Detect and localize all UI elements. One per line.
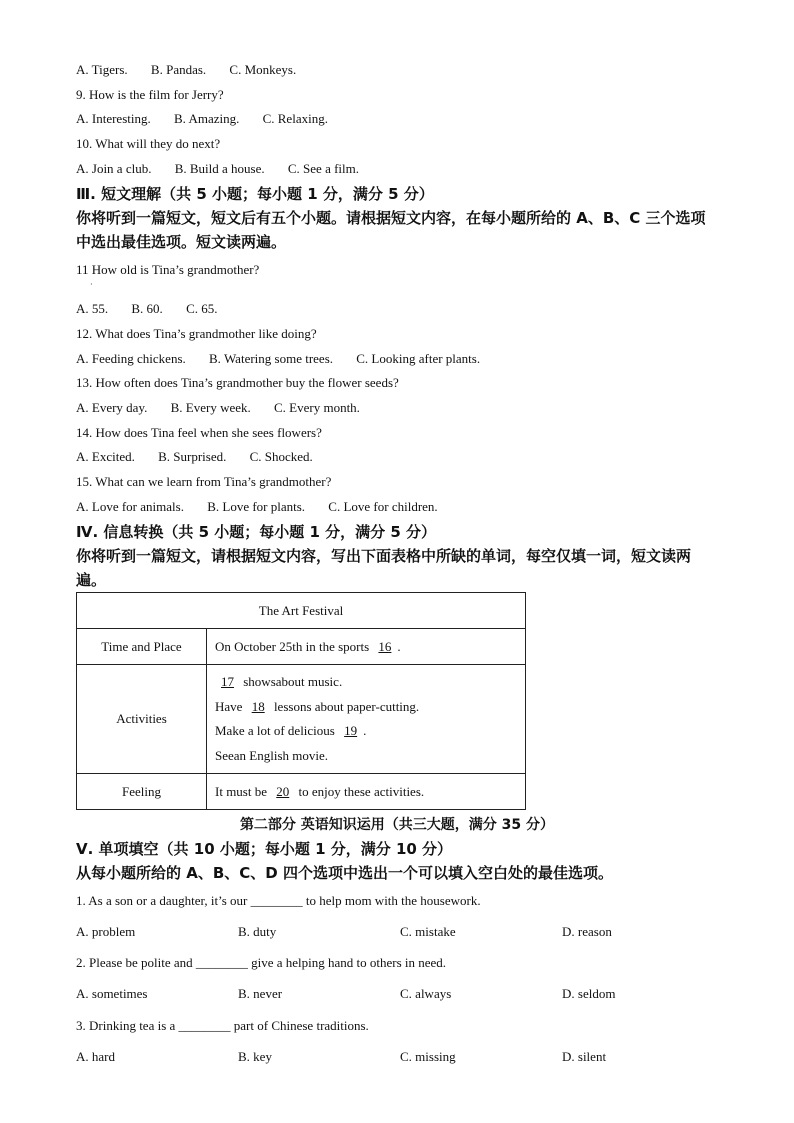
option: B. never: [238, 986, 283, 1001]
section-3-instruction: 你将听到一篇短文，短文后有五个小题。请根据短文内容，在每小题所给的 A、B、C 三个选项中选出最佳选项。短文读两遍。: [76, 209, 706, 251]
question-14: 14. How does Tina feel when she sees flowers?: [76, 425, 322, 440]
feeling-text: to enjoy these activities.: [298, 783, 425, 799]
option: A. Excited.: [76, 449, 135, 464]
q12-options: [76, 351, 500, 367]
q14-options: [76, 449, 333, 465]
blank-16: 16: [378, 638, 392, 654]
option: D. seldom: [562, 986, 616, 1001]
part-2-title: 第二部分 英语知识运用（共三大题，满分 35 分）: [239, 817, 555, 833]
option: A. 55.: [76, 301, 109, 316]
question-10: 10. What will they do next?: [76, 136, 221, 151]
question-12: 12. What does Tina’s grandmother like doing?: [76, 326, 317, 341]
activity-text: showsabout music.: [243, 674, 343, 689]
section-3-heading: Ⅲ. 短文理解（共 5 小题；每小题 1 分，满分 5 分）: [76, 185, 434, 203]
q11-options: [76, 301, 237, 317]
activities-cell: [207, 665, 526, 774]
option: B. Build a house.: [174, 161, 265, 176]
option: B. key: [238, 1049, 272, 1064]
option: A. Feeding chickens.: [76, 351, 186, 366]
question-11: 11 How old is Tina’s grandmother?: [76, 262, 260, 277]
activity-text: Have: [215, 698, 243, 714]
option: C. 65.: [186, 301, 218, 316]
section-4-heading: Ⅳ. 信息转换（共 5 小题；每小题 1 分，满分 5 分）: [76, 523, 437, 541]
option: C. Shocked.: [249, 449, 313, 464]
section-5-instruction: 从每小题所给的 A、B、C、D 四个选项中选出一个可以填入空白处的最佳选项。: [76, 864, 613, 882]
option: C. Every month.: [274, 400, 360, 415]
q8-options: [76, 62, 316, 78]
option: A. Join a club.: [76, 161, 152, 176]
activity-text: Make a lot of delicious: [215, 723, 335, 738]
question-9: 9. How is the film for Jerry?: [76, 87, 224, 102]
activity-text: lessons about paper-cutting.: [273, 698, 420, 714]
option: C. missing: [400, 1049, 456, 1064]
question-1: 1. As a son or a daughter, it’s our ________ to help mom with the housework.: [76, 893, 481, 908]
option: A. sometimes: [76, 986, 148, 1001]
option: C. Relaxing.: [262, 111, 328, 126]
option: A. Every day.: [76, 400, 148, 415]
row-label-feeling: Feeling: [77, 774, 207, 810]
activity-line-4: Seean English movie.: [215, 747, 329, 763]
option: C. Looking after plants.: [356, 351, 481, 366]
option: B. 60.: [131, 301, 163, 316]
section-5-heading: Ⅴ. 单项填空（共 10 小题；每小题 1 分，满分 10 分）: [76, 840, 453, 858]
option: B. Watering some trees.: [209, 351, 334, 366]
option: B. Pandas.: [150, 62, 207, 77]
question-3: 3. Drinking tea is a ________ part of Chinese traditions.: [76, 1018, 369, 1033]
row-label-activities: Activities: [77, 665, 207, 774]
feeling-cell: [207, 774, 526, 810]
activity-line-2: [215, 695, 517, 720]
activity-line-1: [215, 670, 517, 695]
option: A. Love for animals.: [76, 499, 184, 514]
option: A. Interesting.: [76, 111, 151, 126]
blank-17: 17: [221, 674, 234, 689]
option: C. Monkeys.: [229, 62, 297, 77]
time-place-text: On October 25th in the sports: [215, 638, 370, 654]
blank-20: 20: [276, 783, 290, 799]
question-2: 2. Please be polite and ________ give a helping hand to others in need.: [76, 955, 447, 970]
option: A. problem: [76, 924, 136, 939]
option: D. reason: [562, 924, 612, 939]
option: C. always: [400, 986, 452, 1001]
blank-19: 19: [344, 723, 358, 738]
option: C. See a film.: [287, 161, 360, 176]
blank-18: 18: [251, 698, 265, 714]
activity-line-3: Make a lot of delicious 19 .: [215, 723, 367, 738]
option: D. silent: [562, 1049, 607, 1064]
feeling-text: It must be: [215, 783, 267, 799]
option: B. Surprised.: [158, 449, 227, 464]
time-place-cell: On October 25th in the sports 16 .: [207, 629, 526, 665]
option: B. Every week.: [170, 400, 251, 415]
stray-mark: ·: [90, 280, 93, 289]
section-4-instruction: 你将听到一篇短文，请根据短文内容，写出下面表格中所缺的单词，每空仅填一词，短文读两遍。: [76, 547, 692, 589]
option: C. mistake: [400, 924, 456, 939]
art-festival-table: [76, 592, 526, 810]
option: B. Amazing.: [173, 111, 240, 126]
question-13: 13. How often does Tina’s grandmother buy the flower seeds?: [76, 375, 399, 390]
option: B. duty: [238, 924, 277, 939]
table-title: The Art Festival: [77, 593, 526, 629]
q10-options: [76, 161, 379, 177]
row-label-time-place: Time and Place: [77, 629, 207, 665]
q15-options: [76, 499, 458, 515]
option: C. Love for children.: [328, 499, 438, 514]
option: A. Tigers.: [76, 62, 128, 77]
q9-options: [76, 111, 348, 127]
question-15: 15. What can we learn from Tina’s grandmother?: [76, 474, 332, 489]
option: A. hard: [76, 1049, 115, 1064]
q13-options: [76, 400, 380, 416]
option: B. Love for plants.: [207, 499, 306, 514]
